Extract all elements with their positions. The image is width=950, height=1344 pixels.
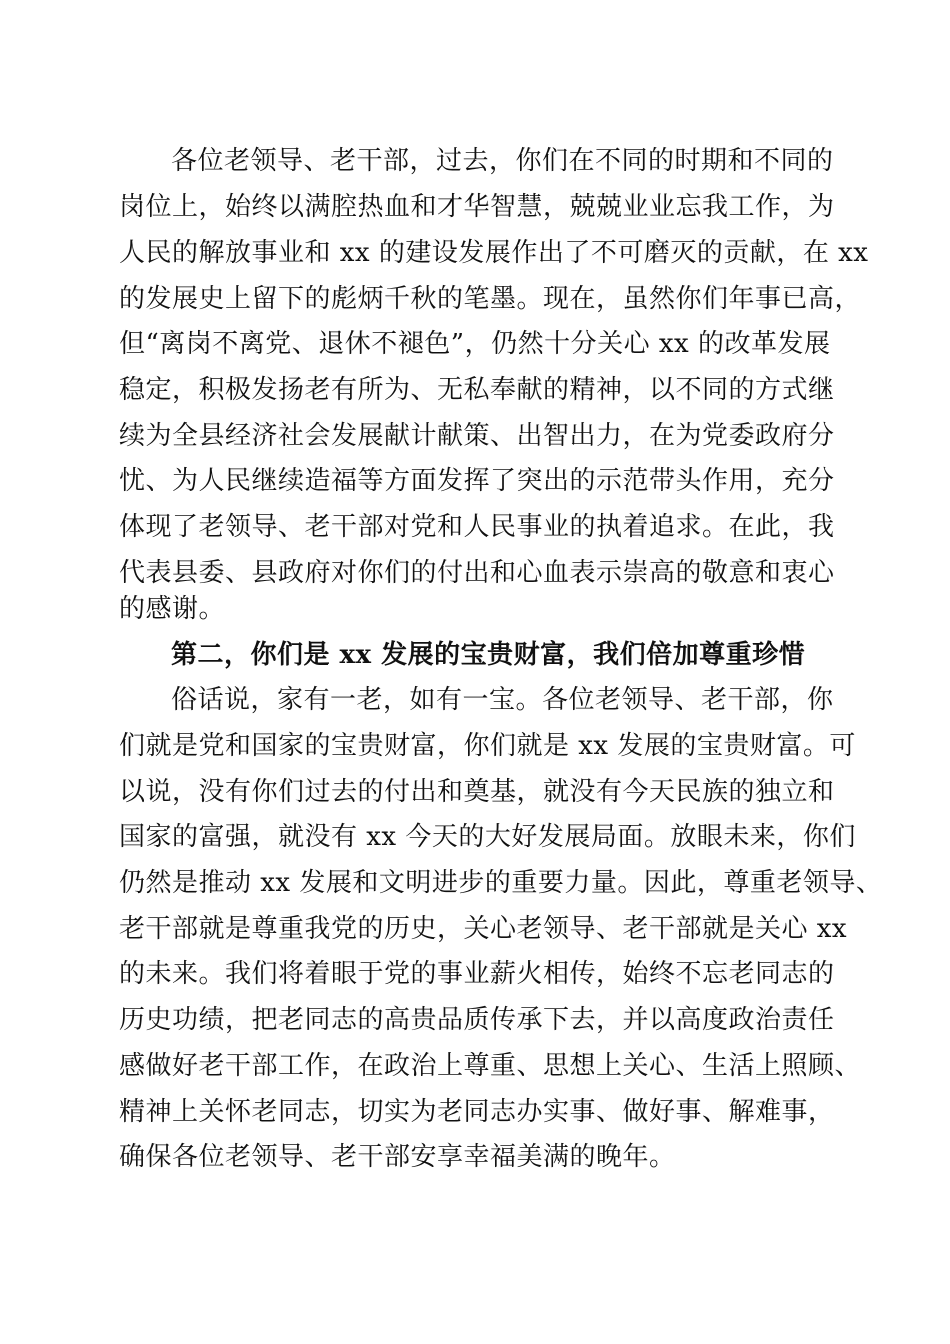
paragraph-2-line-3: 以说，没有你们过去的付出和奠基，就没有今天民族的独立和	[119, 777, 835, 807]
paragraph-1-line-11: 的感谢。	[119, 594, 226, 624]
paragraph-2-line-9: 感做好老干部工作，在政治上尊重、思想上关心、生活上照顾、	[119, 1051, 862, 1081]
paragraph-1-line-5: 但“离岗不离党、退休不褪色”，仍然十分关心 xx 的改革发展	[119, 329, 831, 359]
paragraph-1-line-10: 代表县委、县政府对你们的付出和心血表示崇高的敬意和衷心	[119, 558, 835, 588]
paragraph-1-line-1: 各位老领导、老干部，过去，你们在不同的时期和不同的	[171, 146, 834, 176]
paragraph-1-line-2: 岗位上，始终以满腔热血和才华智慧，兢兢业业忘我工作，为	[119, 192, 835, 222]
paragraph-1-line-3: 人民的解放事业和 xx 的建设发展作出了不可磨灭的贡献，在 xx	[119, 238, 869, 268]
paragraph-1-line-8: 忧、为人民继续造福等方面发挥了突出的示范带头作用，充分	[119, 466, 835, 496]
paragraph-2-line-10: 精神上关怀老同志，切实为老同志办实事、做好事、解难事，	[119, 1097, 835, 1127]
paragraph-2-line-5: 仍然是推动 xx 发展和文明进步的重要力量。因此，尊重老领导、	[119, 868, 883, 898]
paragraph-1-line-9: 体现了老领导、老干部对党和人民事业的执着追求。在此，我	[119, 512, 835, 542]
section-heading: 第二，你们是 xx 发展的宝贵财富，我们倍加尊重珍惜	[171, 640, 806, 670]
paragraph-1-line-6: 稳定，积极发扬老有所为、无私奉献的精神，以不同的方式继	[119, 375, 835, 405]
paragraph-2-line-6: 老干部就是尊重我党的历史，关心老领导、老干部就是关心 xx	[119, 914, 848, 944]
paragraph-1-line-7: 续为全县经济社会发展献计献策、出智出力，在为党委政府分	[119, 421, 835, 451]
paragraph-2-line-4: 国家的富强，就没有 xx 今天的大好发展局面。放眼未来，你们	[119, 822, 856, 852]
paragraph-2-line-8: 历史功绩，把老同志的高贵品质传承下去，并以高度政治责任	[119, 1005, 835, 1035]
paragraph-2-line-7: 的未来。我们将着眼于党的事业薪火相传，始终不忘老同志的	[119, 959, 835, 989]
paragraph-2-line-2: 们就是党和国家的宝贵财富，你们就是 xx 发展的宝贵财富。可	[119, 731, 856, 761]
paragraph-1-line-4: 的发展史上留下的彪炳千秋的笔墨。现在，虽然你们年事已高，	[119, 284, 862, 314]
paragraph-2-line-1: 俗话说，家有一老，如有一宝。各位老领导、老干部，你	[171, 685, 834, 715]
paragraph-2-line-11: 确保各位老领导、老干部安享幸福美满的晚年。	[119, 1142, 676, 1172]
